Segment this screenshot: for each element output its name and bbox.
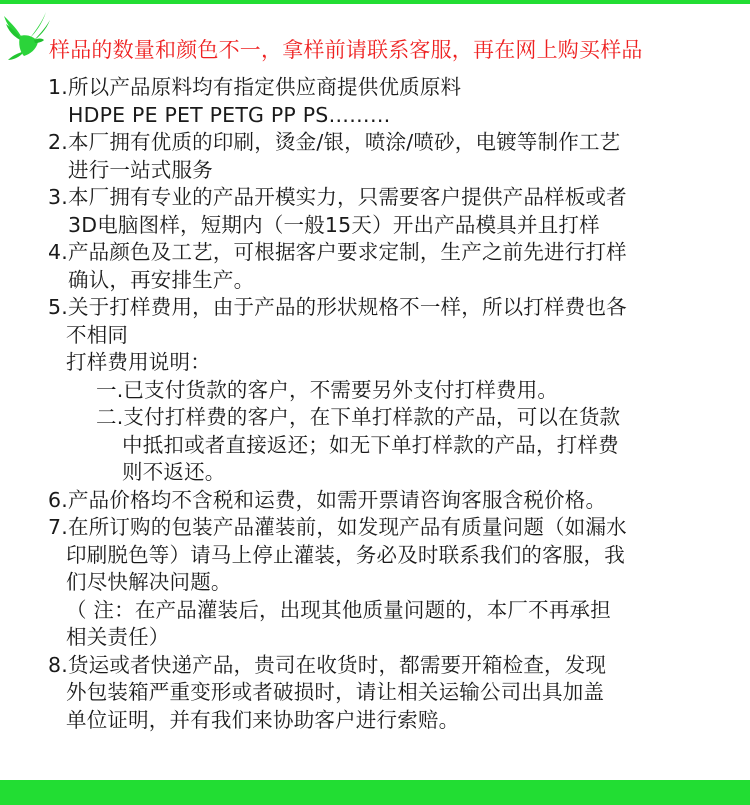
item-8-line-2: 外包装箱严重变形或者破损时，请让相关运输公司出具加盖	[66, 680, 605, 704]
list-item-3	[48, 184, 738, 239]
item-8-line-3: 单位证明，并有我们来协助客户进行索赔。	[66, 707, 460, 732]
list-item-5	[48, 294, 738, 487]
header-notice: 样品的数量和颜色不一，拿样前请联系客服，再在网上购买样品	[49, 38, 643, 62]
item-5-sub-2-line-3: 则不返还。	[122, 460, 226, 484]
list-item-4	[48, 239, 738, 294]
item-5-sub-1: 一.已支付货款的客户，不需要另外支付打样费用。	[96, 377, 559, 402]
item-7-line-3: 们尽快解决问题。	[66, 570, 232, 594]
item-5-sub-2-line-2: 中抵扣或者直接返还；如无下单打样款的产品，打样费	[122, 432, 619, 457]
item-7-line-2: 印刷脱色等）请马上停止灌装，务必及时联系我们的客服，我	[66, 542, 625, 567]
item-3-line-2: 3D电脑图样，短期内（一般15天）开出产品模具并且打样	[68, 212, 600, 237]
list-item-6	[48, 487, 738, 515]
item-7-note-line-1: （ 注：在产品灌装后，出现其他质量问题的，本厂不再承担	[66, 597, 611, 622]
notice-list	[48, 74, 738, 734]
item-5-fee-heading: 打样费用说明：	[66, 350, 211, 374]
item-5-line-1: 5.关于打样费用，由于产品的形状规格不一样，所以打样费也各	[48, 295, 627, 319]
list-item-7	[48, 514, 738, 652]
item-6-line-1: 6.产品价格均不含税和运费，如需开票请咨询客服含税价格。	[48, 487, 607, 512]
item-1-line-1: 1.所以产品原料均有指定供应商提供优质原料	[48, 75, 462, 99]
item-5-sub-2-line-1: 二.支付打样费的客户，在下单打样款的产品，可以在货款	[96, 405, 621, 429]
item-8-line-1: 8.货运或者快递产品，贵司在收货时，都需要开箱检查，发现	[48, 652, 607, 677]
item-7-note-line-2: 相关责任）	[66, 625, 170, 649]
list-item-1	[48, 74, 738, 129]
bird-icon	[2, 10, 52, 62]
bottom-accent-bar	[0, 780, 750, 805]
item-3-line-1: 3.本厂拥有专业的产品开模实力，只需要客户提供产品样板或者	[48, 185, 627, 209]
list-item-8	[48, 652, 738, 735]
list-item-2	[48, 129, 738, 184]
item-4-line-1: 4.产品颜色及工艺，可根据客户要求定制，生产之前先进行打样	[48, 240, 627, 264]
item-2-line-2: 进行一站式服务	[68, 157, 213, 182]
item-7-line-1: 7.在所订购的包装产品灌装前，如发现产品有质量问题（如漏水	[48, 515, 627, 539]
top-accent-bar	[0, 0, 750, 4]
item-5-line-2: 不相同	[66, 322, 129, 347]
item-1-line-2: HDPE PE PET PETG PP PS………	[68, 102, 391, 127]
item-4-line-2: 确认，再安排生产。	[68, 267, 255, 292]
item-2-line-1: 2.本厂拥有优质的印刷，烫金/银，喷涂/喷砂，电镀等制作工艺	[48, 130, 621, 154]
